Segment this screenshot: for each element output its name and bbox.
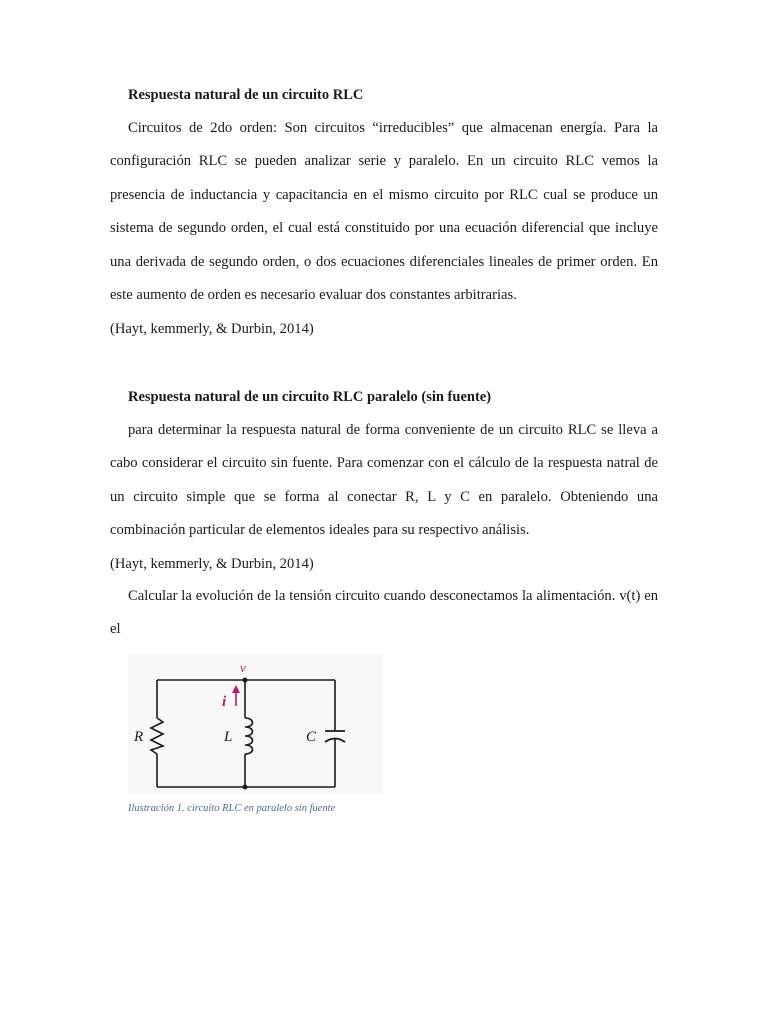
section2-heading: Respuesta natural de un circuito RLC paralelo (sin fuente)	[128, 389, 492, 405]
label-c: C	[306, 729, 317, 745]
top-node-dot	[243, 678, 248, 683]
rlc-circuit-diagram	[128, 654, 383, 794]
label-i: i	[222, 694, 227, 710]
figure-caption: Ilustración 1. circuito RLC en paralelo sin fuente	[128, 803, 336, 814]
rlc-circuit-figure	[128, 654, 383, 794]
section1-citation: (Hayt, kemmerly, & Durbin, 2014)	[110, 321, 314, 337]
label-r: R	[134, 729, 144, 745]
section1-heading: Respuesta natural de un circuito RLC	[128, 87, 364, 103]
figure-background	[128, 654, 383, 794]
bottom-node-dot	[243, 785, 248, 790]
section2-paragraph: para determinar la respuesta natural de forma conveniente de un circuito RLC se lleva a cabo considerar el circuito sin fuente. Para comenzar con el cálculo de la respuesta natral de un circuito simple que se forma al conectar R, L y C en paralelo. Obteniendo una combinación particular de elementos ideales para su respectivo análisis.	[110, 422, 658, 539]
section2-citation: (Hayt, kemmerly, & Durbin, 2014)	[110, 556, 314, 572]
section1-paragraph: Circuitos de 2do orden: Son circuitos “irreducibles” que almacenan energía. Para la configuración RLC se pueden analizar serie y paralelo. En un circuito RLC vemos la presencia de inductancia y capacitancia en el mismo circuito por RLC cual se produce un sistema de segundo orden, el cual está constituido por una ecuación diferencial que incluye una derivada de segundo orden, o dos ecuaciones diferenciales lineales de primer orden. En este aumento de orden es necesario evaluar dos constantes arbitrarias.	[110, 120, 658, 304]
section2-paragraph2: Calcular la evolución de la tensión circuito cuando desconectamos la alimentación. v(t) en el	[110, 588, 658, 638]
label-l: L	[224, 729, 233, 745]
label-v: v	[240, 660, 246, 675]
